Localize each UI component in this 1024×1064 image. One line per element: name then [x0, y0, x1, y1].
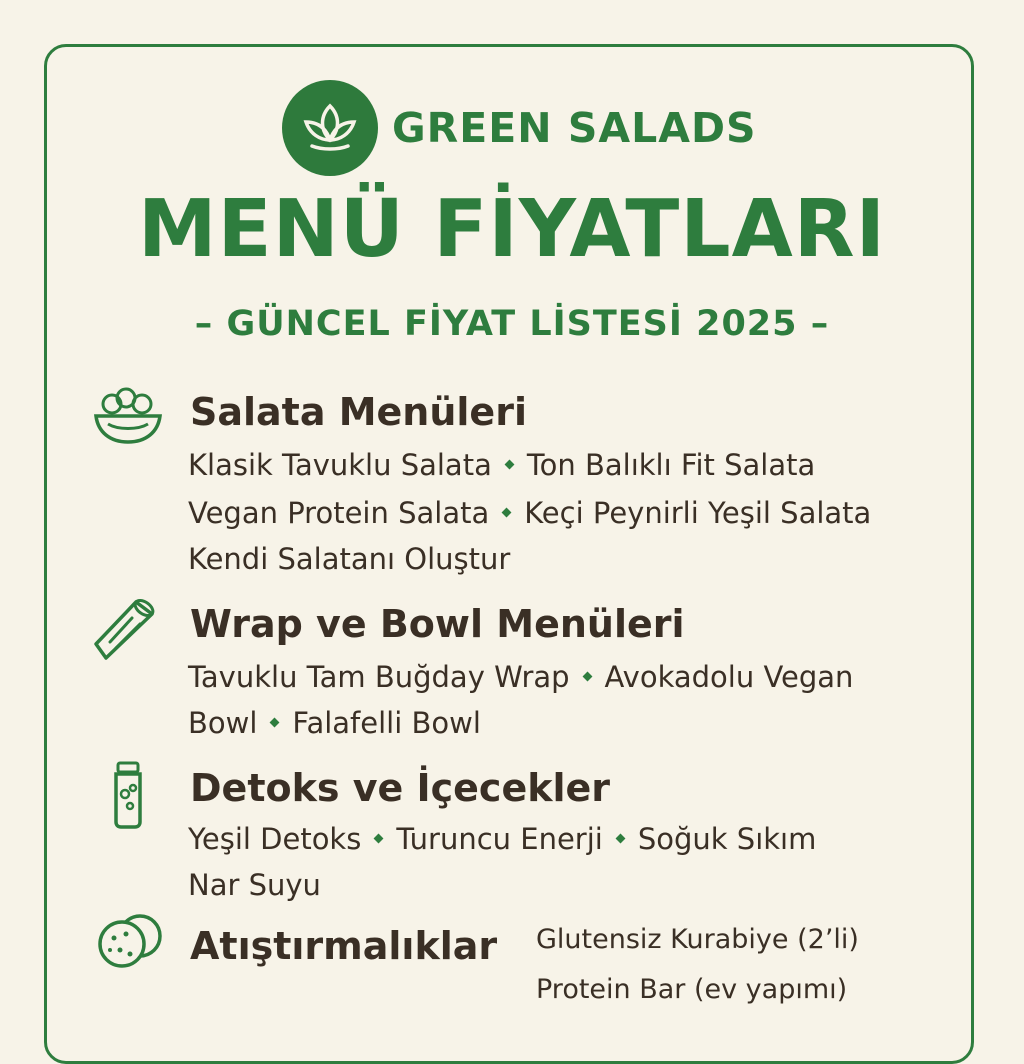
diamond-bullet-icon: [502, 507, 512, 517]
menu-line: [188, 706, 481, 740]
menu-line: [188, 496, 871, 530]
menu-item: Turuncu Enerji: [396, 822, 603, 856]
page-subtitle: – GÜNCEL FİYAT LİSTESİ 2025 –: [194, 304, 830, 344]
section-title-wraps: Wrap ve Bowl Menüleri: [190, 602, 685, 646]
section-title-drinks: Detoks ve İçecekler: [190, 766, 611, 810]
diamond-bullet-icon: [615, 833, 625, 843]
menu-item: Glutensiz Kurabiye (2’li): [536, 924, 859, 955]
section-title-snacks: Atıştırmalıklar: [190, 924, 498, 968]
menu-item: Nar Suyu: [188, 868, 321, 902]
menu-item: Vegan Protein Salata: [188, 496, 490, 530]
menu-item: Ton Balıklı Fit Salata: [526, 448, 816, 482]
page-title: MENÜ FİYATLARI: [138, 183, 886, 275]
menu-line: [188, 448, 815, 482]
menu-item: Falafelli Bowl: [292, 706, 481, 740]
menu-line: [188, 660, 853, 694]
diamond-bullet-icon: [504, 459, 514, 469]
diamond-bullet-icon: [374, 833, 384, 843]
leaf-logo-icon: [282, 80, 378, 176]
menu-item: Protein Bar (ev yapımı): [536, 974, 848, 1005]
menu-line: [188, 822, 816, 856]
menu-item: Soğuk Sıkım: [637, 822, 817, 856]
brand-header: [282, 80, 757, 176]
section-title-salads: Salata Menüleri: [190, 390, 527, 434]
diamond-bullet-icon: [582, 671, 592, 681]
menu-item: Bowl: [188, 706, 258, 740]
menu-item: Yeşil Detoks: [188, 822, 362, 856]
menu-item: Klasik Tavuklu Salata: [188, 448, 492, 482]
brand-name: GREEN SALADS: [392, 104, 757, 152]
menu-item: Kendi Salatanı Oluştur: [188, 542, 511, 576]
menu-item: Keçi Peynirli Yeşil Salata: [524, 496, 872, 530]
salad-bowl-icon: [92, 384, 164, 450]
wrap-icon: [92, 596, 162, 670]
menu-line: [188, 868, 321, 902]
diamond-bullet-icon: [270, 717, 280, 727]
menu-item: Tavuklu Tam Buğday Wrap: [188, 660, 570, 694]
cookies-icon: [96, 910, 166, 976]
menu-line: [188, 542, 510, 576]
menu-item: Avokadolu Vegan: [604, 660, 854, 694]
juice-bottle-icon: [108, 760, 148, 834]
